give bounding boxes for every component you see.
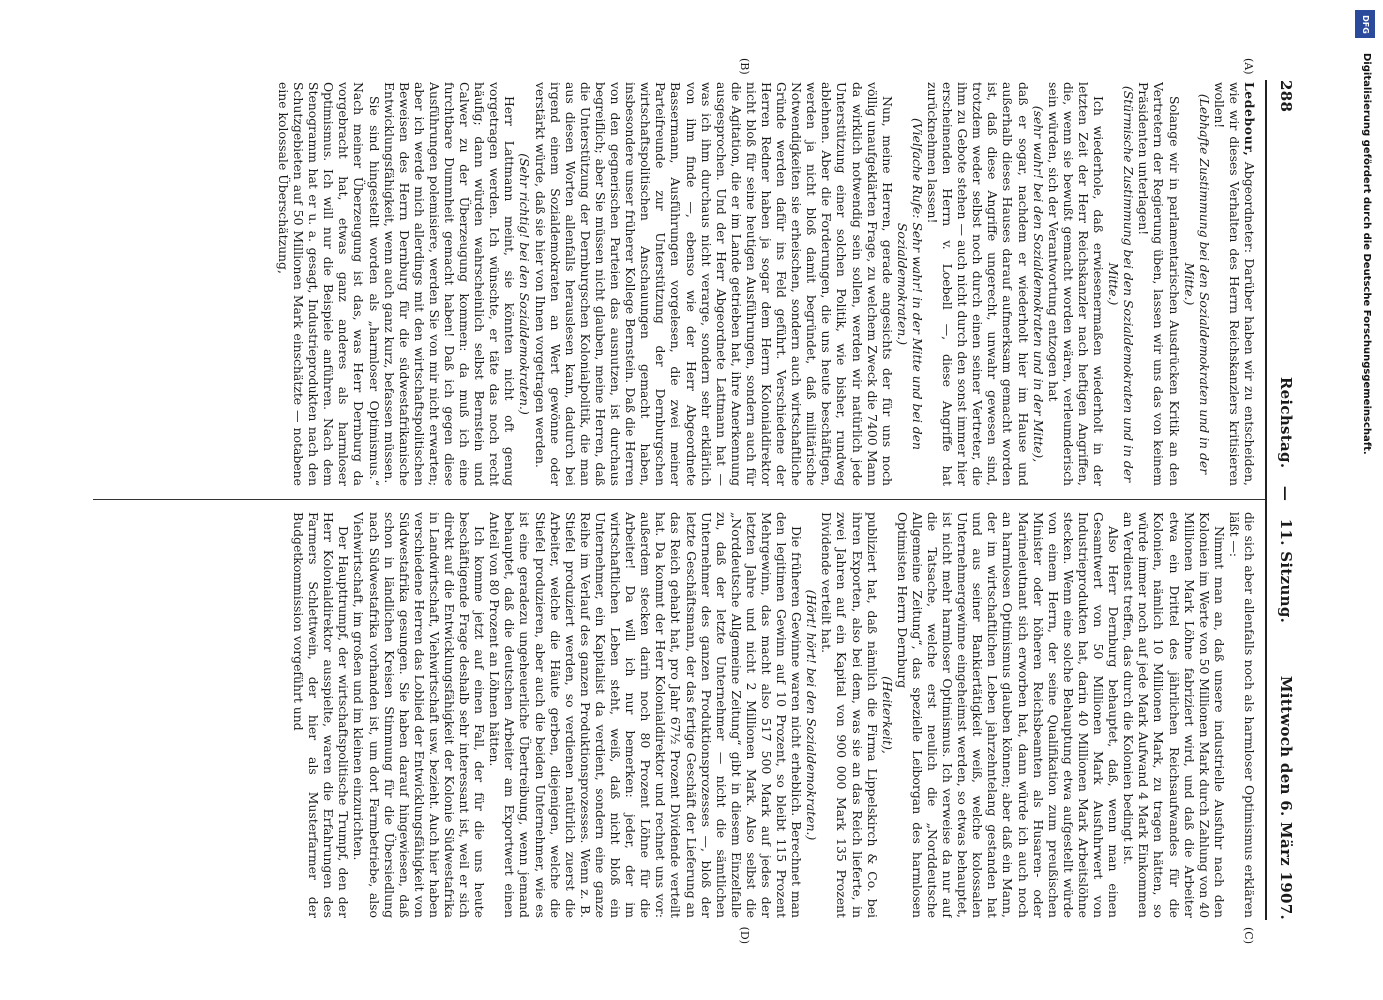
interjection: (Lebhafte Zustimmung bei den Sozialdemokraten und in der Mitte.) bbox=[1181, 93, 1212, 475]
paragraph: publiziert hat, daß nämlich die Firma Lippelskirch & Co. bei ihren Exporten, also bei dem, was sie an das Reich lieferte, in zwei Jahren auf ein Kapital von 900 000 Mark 135 Prozent Dividende verteilt hat. bbox=[819, 512, 880, 918]
paragraph: Nimmt man an, daß unsere industrielle Ausfuhr nach den Kolonien im Werte von 50 Millionen Mark durch Zahlung von 40 Millionen Mark Löhne fabriziert wird, und daß die Arbeiter etwa ein Drittel des jährlichen Reichsaufwandes für die Kolonien, nämlich 10 Millionen Mark, zu tragen hätten, so würde immer noch auf jede Mark Aufwand 4 Mark Einkommen an Verdienst treffen, das durch die Kolonien bedingt ist. bbox=[1121, 512, 1227, 918]
header-title: Reichstag. bbox=[1277, 376, 1295, 469]
header-session: 11. Sitzung. bbox=[1277, 518, 1295, 624]
header-date: Mittwoch den 6. März 1907. bbox=[1277, 675, 1295, 920]
paragraph: Ich wiederhole, daß erwiesenermaßen wiederholt in der letzten Zeit der Herr Reichskanzler nach heftigen Angriffen, die, wenn sie bewußt gemacht worden wären, verleumderisch sein würden, sich der Verantwortung entzogen hat bbox=[1045, 82, 1107, 486]
paragraph: Sie sind hingestellt worden als „harmloser Optimismus.“ Nach meiner Überzeugung ist das, was Herr Dernburg da vorgebracht hat, etwas ganz anderes als harmloser Optimismus. Ich will nur die Beispiele anführen. Nach dem Stenogramm hat er u. a. gesagt, Industrieprodukten nach den Schutzgebieten auf 50 Millionen Mark einschätzte — notabene eine kolossale Überschätzung, bbox=[276, 82, 382, 486]
interjection: (Hört! hört! bei den Sozialdemokraten.) bbox=[804, 589, 820, 841]
paragraph-text: Abgeordneter: Darüber haben wir zu entscheiden, wie wir dieses Verhalten des Herrn Reichskanzlers kritisieren wollen! bbox=[1211, 82, 1257, 486]
page-number: 288 bbox=[1277, 80, 1295, 113]
margin-marker-a: (A) bbox=[1242, 58, 1255, 75]
dfg-logo-text: DFG bbox=[1360, 14, 1370, 34]
digitization-sidebar bbox=[1352, 6, 1378, 996]
paragraph: die sich aber allenfalls noch als harmloser Optimismus erklären läßt —: bbox=[1226, 512, 1257, 918]
interjection: (Sehr richtig! bei den Sozialdemokraten.) bbox=[517, 153, 533, 415]
margin-marker-d: (D) bbox=[738, 926, 751, 944]
interjection: (Heiterkeit), bbox=[879, 676, 895, 754]
header-dash: — bbox=[1277, 485, 1295, 502]
page-header bbox=[1269, 80, 1295, 920]
paragraph: Nun, meine Herren, gerade angesichts der für uns noch völlig unaufgeklärten Frage, zu welchem Zweck die 7400 Mann da wirklich notwendig sein sollen, werden wir natürlich jede Unterstützung einer solchen Politik, wie bisher, rundweg ablehnen. Aber die Forderungen, die uns heute beschäftigen, werden ja nicht bloß damit begründet, daß militärische Notwendigkeiten sie erheischen, sondern auch wirtschaftliche Gründe werden dafür ins Feld geführt. Verschiedene der Herren Redner haben ja sogar dem Herrn Kolonialdirektor nicht bloß für seine heutigen Ausführungen, sondern auch für die Agitation, die er im Lande getrieben hat, ihre Anerkennung ausgesprochen. Und der Herr Abgeordnete Lattmann hat — was ich ihm durchaus nicht verarge, sondern sehr erklärlich von ihm finde —, ebenso wie der Herr Abgeordnete Bassermann, Ausführungen vorgelesen, die zwei meiner Parteifreunde zur Unterstützung der Dernburgschen wirtschaftspolitischen Anschauungen gemacht haben, insbesondere unser früherer Kollege Bernstein. Daß die Herren von den gegnerischen Parteien das ausnutzen, ist durchaus begreiflich; aber Sie müssen nicht glauben, meine Herren, daß die Unterstützung der Dernburgschen Kolonialpolitik, die man aus diesen Worten allenfalls herauslesen kann, dadurch bei irgend einem Sozialdemokraten an Wert gewönne oder verstärkt würde, daß sie hier von Ihnen vorgetragen werden. bbox=[532, 82, 895, 486]
funding-credit: Digitalisierung gefördert durch die Deutsche Forschungsgemeinschaft. bbox=[1361, 53, 1372, 455]
right-column bbox=[95, 512, 1257, 918]
speaker-name: Ledebour, bbox=[1242, 82, 1257, 157]
paragraph: Herr Lattmann meint, sie könnten nicht oft genug vorgetragen werden. Ich wünschte, er täte das noch recht häufig; dann würden wahrscheinlich selbst Bernstein und Calwer zu der Überzeugung kommen: da muß ich eine furchtbare Dummheit gemacht haben! Daß ich gegen diese Ausführungen polemisiere, werden Sie von mir nicht erwarten; aber ich werde mich allerdings mit den wirtschaftspolitischen Beweisen des Herrn Dernburg für die südwestafrikanische Entwicklungsfähigkeit, wenn auch ganz kurz, befassen müssen. bbox=[381, 82, 518, 486]
paragraph: daß er sogar, nachdem er wiederholt hier im Hause und außerhalb dieses Hauses darauf aufmerksam gemacht worden ist, daß diese Angriffe ungerecht, unwahr gewesen sind, trotzdem weder selbst noch durch einen seiner Vertreter, die ihm zu Gebote stehen — auch nicht durch den sonst immer hier erscheinenden Herrn v. Loebell —, diese Angriffe hat zurücknehmen lassen! bbox=[925, 82, 1031, 486]
margin-marker-c: (C) bbox=[1242, 927, 1255, 944]
paragraph bbox=[1212, 82, 1257, 486]
interjection: (sehr wahr! bei den Sozialdemokraten und in der Mitte), bbox=[1030, 105, 1046, 463]
paragraph: Die früheren Gewinne waren nicht erheblich. Berechnet man den legitimen Gewinn auf 10 Prozent, so bleibt 115 Prozent Mehrgewinn, das macht also 517 500 Mark auf jedes der letzten Jahre und nicht 2 Millionen Mark. Also selbst die „Norddeutsche Allgemeine Zeitung“ gibt in diesem Einzelfalle zu, daß der letzte Unternehmer — nicht die sämtlichen Unternehmer des ganzen Produktionsprozesses —, bloß der letzte Geschäftsmann, der das fertige Geschäft der Lieferung an das Reich gehabt hat, pro Jahr 67½ Prozent Dividende verteilt hat. Da kommt der Herr Kolonialdirektor und rechnet uns vor: außerdem stecken darin noch 80 Prozent Löhne für die Arbeiter! Da will ich nur bemerken: jeder, der im wirtschaftlichen Leben steht, weiß, daß nicht bloß ein Unternehmer, ein Kapitalist da verdient, sondern eine ganze Reihe im Verlauf des ganzen Produktionsprozesses. Wenn z. B. Stiefel produziert werden, so verdienen natürlich zuerst die Arbeiter, welche die Häute gerben, diejenigen, welche die Stiefel produzieren, aber auch die beiden Unternehmer, wie es ist eine geradezu ungeheuerliche Übertreibung, wenn jemand behauptet, daß die deutschen Arbeiter am Exportwert einen Anteil von 80 Prozent an Löhnen hätten. bbox=[487, 512, 805, 918]
paragraph: Also Herr Dernburg behauptet, daß, wenn man einen Gesamtwert von 50 Millionen Mark Ausfuhrwert von Industrieprodukten hat, darin 40 Millionen Mark Arbeitslöhne stecken. Wenn eine solche Behauptung etwa aufgestellt würde von einem Herrn, der seine Qualifikation zum preußischen Minister oder höheren Reichsbeamten als Husaren- oder Marineleutnant sich erworben hat, dann würde ich auch noch an harmlosen Optimismus glauben können; aber daß ein Mann, der im wirtschaftlichen Leben jahrzehntelang gestanden hat und aus seiner Bankiertätigkeit weiß, welche kolossalen Unternehmergewinne eingeheimst werden, so etwas behauptet, ist nicht mehr harmloser Optimismus. Ich verweise da nur auf die Tatsache, welche erst neulich die „Norddeutsche Allgemeine Zeitung“, das spezielle Leiborgan des harmlosen Optimisten Herrn Dernburg bbox=[894, 512, 1122, 918]
paragraph: Der Haupttrumpf, der wirtschaftspolitische Trumpf, den der Herr Kolonialdirektor ausspielte, waren die Erfahrungen des Farmers Schlettwein, der hier als Musterfarmer der Budgetkommission vorgeführt und bbox=[291, 512, 352, 918]
column-divider bbox=[93, 499, 1265, 500]
left-column bbox=[95, 82, 1257, 486]
margin-marker-b: (B) bbox=[738, 58, 751, 75]
header-rule bbox=[1265, 80, 1267, 920]
paragraph: Ich komme jetzt auf einen Fall, der für die uns heute beschäftigende Frage deshalb sehr interessant ist, weil er sich direkt auf die Entwicklungsfähigkeit der Kolonie Südwestafrika in Landwirtschaft, Viehwirtschaft usw. bezieht. Auch hier haben verschiedene Herren das Loblied der Entwicklungsfähigkeit von Südwestafrika gesungen. Sie haben darauf hingewiesen, daß schon in ländlichen Kreisen Stimmung für die Übersiedlung nach Südwestafrika vorhanden ist, um dort Farmbetriebe, also Viehwirtschaft, im großen und im kleinen einzurichten. bbox=[351, 512, 488, 918]
dfg-logo-icon bbox=[1355, 10, 1375, 38]
interjection: (Stürmische Zustimmung bei den Sozialdemokraten und in der Mitte.) bbox=[1106, 85, 1137, 483]
paragraph: Solange wir in parlamentarischen Ausdrücken Kritik an den Vertretern der Regierung üben, lassen wir uns das von keinem Präsidenten unterlagen! bbox=[1136, 82, 1182, 486]
interjection: (Vielfache Rufe: Sehr wahr! in der Mitte und bei den Sozialdemokraten.) bbox=[894, 118, 925, 450]
rotated-page bbox=[71, 50, 1311, 950]
